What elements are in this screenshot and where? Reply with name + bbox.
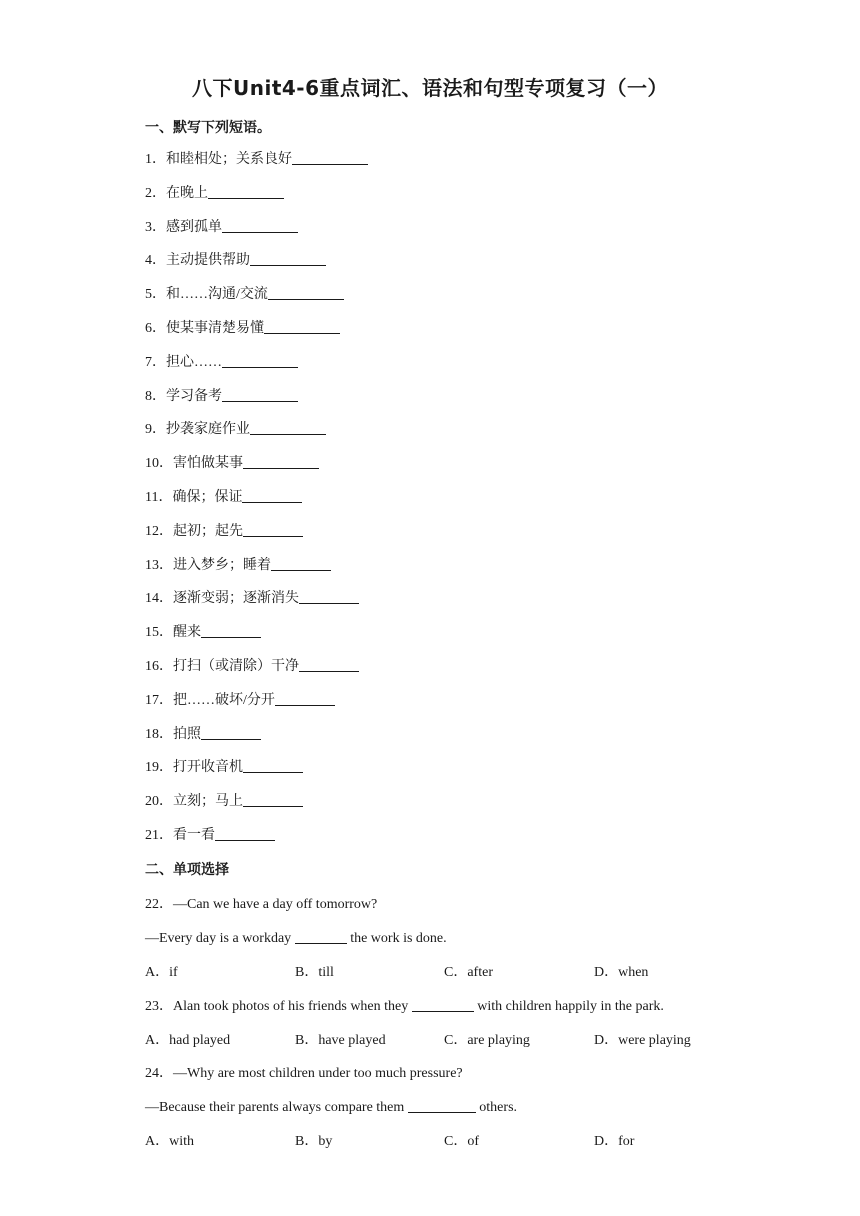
question-23-option-b[interactable]: B．have played — [295, 1033, 386, 1048]
phrase-prompt: 把……破坏/分开 — [173, 692, 275, 708]
answer-blank[interactable] — [201, 623, 261, 638]
phrase-prompt: 进入梦乡；睡着 — [173, 557, 271, 573]
phrase-prompt: 打开收音机 — [173, 760, 243, 776]
phrase-item — [145, 454, 319, 474]
item-number: 1． — [145, 152, 166, 167]
phrase-prompt: 确保；保证 — [172, 490, 243, 505]
phrase-prompt: 使某事清楚易懂 — [166, 321, 264, 336]
phrase-item — [145, 691, 335, 711]
phrase-item — [145, 184, 284, 204]
phrase-item — [145, 657, 359, 677]
phrase-prompt: 立刻；马上 — [173, 794, 243, 810]
question-24-line-2: —Because their parents always compare them others. — [145, 1100, 518, 1115]
answer-blank[interactable] — [215, 826, 275, 841]
phrase-item — [145, 725, 261, 745]
section-heading-phrases: 一、默写下列短语。 — [145, 120, 271, 136]
item-number: 11． — [145, 490, 173, 505]
item-number: 10． — [145, 456, 173, 472]
answer-blank[interactable] — [222, 218, 298, 233]
answer-blank[interactable] — [292, 150, 368, 165]
phrase-item — [145, 792, 303, 812]
item-number: 2． — [145, 185, 166, 201]
question-23-option-c[interactable]: C．are playing — [444, 1033, 530, 1048]
answer-blank[interactable] — [299, 657, 359, 672]
answer-blank[interactable] — [408, 1098, 476, 1113]
answer-blank[interactable] — [271, 556, 331, 571]
answer-blank[interactable] — [295, 929, 347, 944]
phrase-item — [145, 556, 331, 576]
item-number: 12． — [145, 523, 173, 539]
phrase-prompt: 起初；起先 — [173, 523, 243, 539]
phrase-prompt: 拍照 — [173, 726, 201, 742]
phrase-prompt: 和……沟通/交流 — [166, 287, 268, 303]
phrase-prompt: 担心…… — [166, 354, 222, 370]
item-number: 15． — [145, 625, 173, 641]
answer-blank[interactable] — [243, 454, 319, 469]
answer-blank[interactable] — [412, 997, 474, 1012]
question-22-option-b[interactable]: B．till — [295, 965, 334, 980]
phrase-prompt: 主动提供帮助 — [166, 253, 250, 269]
phrase-prompt: 醒来 — [173, 625, 201, 641]
question-22-option-d[interactable]: D．when — [594, 965, 649, 980]
answer-blank[interactable] — [243, 522, 303, 537]
item-number: 4． — [145, 253, 166, 269]
item-number: 21． — [145, 828, 173, 843]
item-number: 17． — [145, 692, 173, 708]
page-title: 八下Unit4-6重点词汇、语法和句型专项复习（一） — [191, 76, 669, 100]
item-number: 3． — [145, 219, 166, 235]
phrase-item — [145, 387, 298, 407]
item-number: 18． — [145, 726, 173, 742]
phrase-prompt: 在晚上 — [166, 185, 208, 201]
phrase-prompt: 打扫（或清除）干净 — [173, 659, 299, 674]
item-number: 16． — [145, 659, 173, 674]
phrase-item — [145, 285, 344, 305]
question-23-option-d[interactable]: D．were playing — [594, 1033, 691, 1048]
answer-blank[interactable] — [250, 251, 326, 266]
answer-blank[interactable] — [208, 184, 284, 199]
question-22-line-2: —Every day is a workday the work is done. — [145, 931, 447, 946]
phrase-item — [145, 758, 303, 778]
item-number: 13． — [145, 557, 173, 573]
answer-blank[interactable] — [250, 420, 326, 435]
question-24-line-1: 24．—Why are most children under too much pressure? — [145, 1066, 463, 1081]
answer-blank[interactable] — [299, 589, 359, 604]
item-number: 5． — [145, 287, 166, 303]
question-24-option-a[interactable]: A．with — [145, 1134, 194, 1149]
phrase-item — [145, 488, 302, 508]
answer-blank[interactable] — [275, 691, 335, 706]
item-number: 6． — [145, 321, 166, 336]
question-24-option-d[interactable]: D．for — [594, 1134, 635, 1149]
question-23-option-a[interactable]: A．had played — [145, 1033, 231, 1048]
phrase-prompt: 看一看 — [173, 828, 215, 843]
phrase-item — [145, 218, 298, 238]
question-22-line-1: 22．—Can we have a day off tomorrow? — [145, 897, 378, 912]
answer-blank[interactable] — [264, 319, 340, 334]
phrase-item — [145, 150, 368, 170]
answer-blank[interactable] — [242, 488, 302, 503]
phrase-prompt: 和睦相处；关系良好 — [166, 152, 292, 167]
phrase-item — [145, 319, 340, 339]
item-number: 8． — [145, 388, 166, 404]
item-number: 14． — [145, 591, 173, 607]
phrase-item — [145, 420, 326, 440]
phrase-item — [145, 522, 303, 542]
phrase-prompt: 感到孤单 — [166, 219, 222, 235]
answer-blank[interactable] — [222, 353, 298, 368]
question-24-option-c[interactable]: C．of — [444, 1134, 479, 1149]
answer-blank[interactable] — [201, 725, 261, 740]
item-number: 19． — [145, 760, 173, 776]
phrase-item — [145, 251, 326, 271]
question-22-option-c[interactable]: C．after — [444, 965, 493, 980]
answer-blank[interactable] — [222, 387, 298, 402]
phrase-prompt: 学习备考 — [166, 388, 222, 404]
phrase-prompt: 抄袭家庭作业 — [166, 422, 250, 438]
item-number: 7． — [145, 354, 166, 370]
question-22-option-a[interactable]: A．if — [145, 965, 178, 980]
answer-blank[interactable] — [268, 285, 344, 300]
answer-blank[interactable] — [243, 792, 303, 807]
phrase-item — [145, 826, 275, 846]
item-number: 20． — [145, 794, 173, 810]
question-23-line-1: 23．Alan took photos of his friends when they with children happily in the park. — [145, 999, 664, 1014]
phrase-item — [145, 623, 261, 643]
phrase-prompt: 害怕做某事 — [173, 456, 243, 472]
phrase-prompt: 逐渐变弱；逐渐消失 — [173, 591, 299, 607]
answer-blank[interactable] — [243, 758, 303, 773]
phrase-item — [145, 589, 359, 609]
question-24-option-b[interactable]: B．by — [295, 1134, 333, 1149]
section-heading-choice: 二、单项选择 — [145, 862, 229, 878]
phrase-item — [145, 353, 298, 373]
item-number: 9． — [145, 422, 166, 438]
